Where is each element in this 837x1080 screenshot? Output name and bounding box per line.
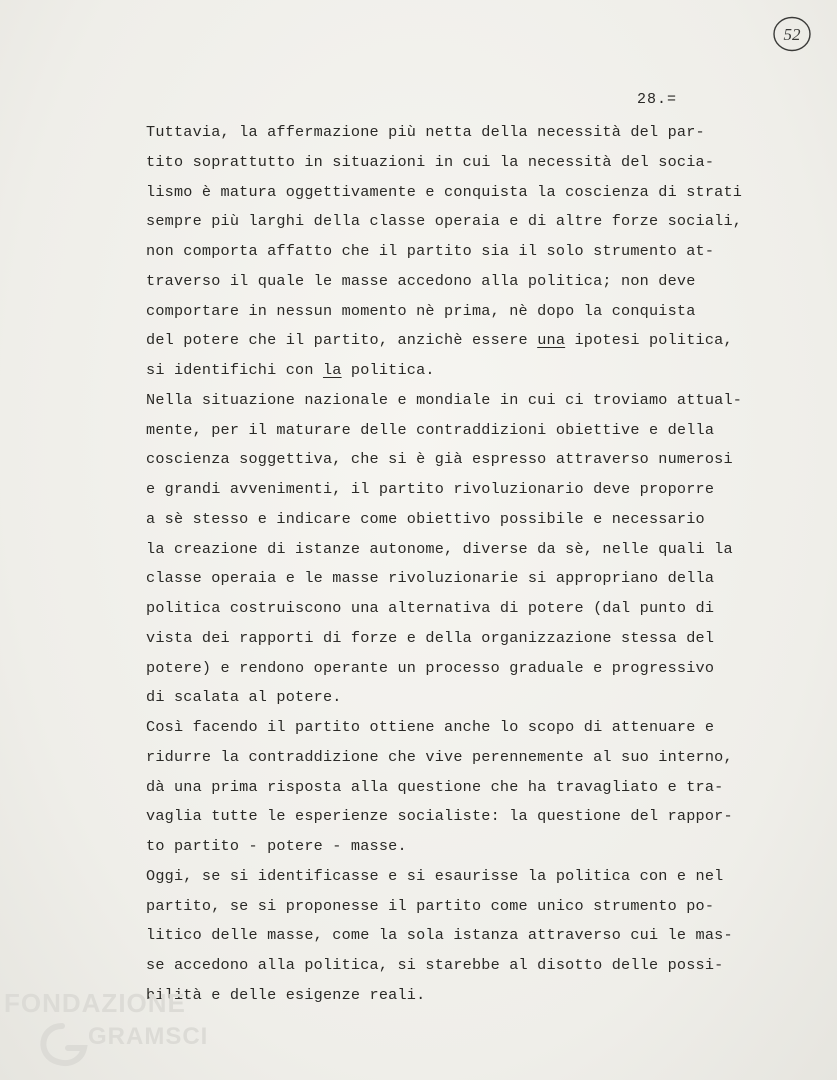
circled-number-icon bbox=[772, 14, 812, 54]
text-line: bilità e delle esigenze reali. bbox=[146, 985, 426, 1004]
text-line: coscienza soggettiva, che si è già espresso attraverso numerosi bbox=[146, 450, 733, 469]
watermark-line1: FONDAZIONE bbox=[4, 988, 186, 1018]
text-line: to partito - potere - masse. bbox=[146, 837, 407, 855]
text-line: dà una prima risposta alla questione che ha travagliato e tra- bbox=[146, 777, 724, 796]
text-line: sempre più larghi della classe operaia e di altre forze sociali, bbox=[146, 212, 743, 231]
text-line: a sè stesso e indicare come obiettivo possibile e necessario bbox=[146, 509, 705, 528]
fondazione-gramsci-watermark bbox=[0, 982, 230, 1080]
text-line: politica costruiscono una alternativa di potere (dal punto di bbox=[146, 599, 715, 617]
text-line: Così facendo il partito ottiene anche lo scopo di attenuare e bbox=[146, 718, 715, 736]
text-line: e grandi avvenimenti, il partito rivoluzionario deve proporre bbox=[146, 480, 715, 498]
watermark-swirl bbox=[43, 1026, 84, 1063]
text-line: vista dei rapporti di forze e della organizzazione stessa del bbox=[146, 628, 715, 647]
text-line: se accedono alla politica, si starebbe al disotto delle possi- bbox=[146, 956, 724, 974]
text-line-underlined: si identifichi con la politica. bbox=[146, 361, 435, 379]
page-number: 28.= bbox=[637, 91, 678, 108]
text-line: potere) e rendono operante un processo graduale e progressivo bbox=[146, 658, 715, 677]
text-line: tito soprattutto in situazioni in cui la necessità del socia- bbox=[146, 152, 715, 171]
text-line: mente, per il maturare delle contraddizioni obiettive e della bbox=[146, 420, 715, 439]
typewritten-text bbox=[146, 118, 786, 1011]
archive-number-stamp bbox=[772, 14, 812, 54]
text-line: non comporta affatto che il partito sia il solo strumento at- bbox=[146, 242, 715, 260]
text-line: la creazione di istanze autonome, diverse da sè, nelle quali la bbox=[146, 539, 733, 558]
watermark-line2: GRAMSCI bbox=[88, 1023, 209, 1050]
text-line: di scalata al potere. bbox=[146, 688, 342, 707]
text-line: Nella situazione nazionale e mondiale in cui ci troviamo attual- bbox=[146, 390, 743, 409]
text-line: classe operaia e le masse rivoluzionarie si appropriano della bbox=[146, 569, 715, 588]
text-line: lismo è matura oggettivamente e conquista la coscienza di strati bbox=[146, 182, 743, 201]
watermark-logo-icon bbox=[0, 982, 230, 1080]
text-line: litico delle masse, come la sola istanza attraverso cui le mas- bbox=[146, 926, 733, 945]
underlined-word: la bbox=[322, 361, 342, 379]
text-line: ridurre la contraddizione che vive perennemente al suo interno, bbox=[146, 747, 733, 766]
underlined-word: una bbox=[537, 331, 566, 350]
text-line: Tuttavia, la affermazione più netta della necessità del par- bbox=[146, 123, 705, 141]
text-line: partito, se si proponesse il partito come unico strumento po- bbox=[146, 896, 715, 915]
archive-number: 52 bbox=[783, 25, 801, 44]
text-line: Oggi, se si identificasse e si esaurisse la politica con e nel bbox=[146, 866, 724, 885]
text-line: traverso il quale le masse accedono alla politica; non deve bbox=[146, 271, 696, 290]
text-line: vaglia tutte le esperienze socialiste: la questione del rappor- bbox=[146, 807, 733, 826]
text-line-underlined: del potere che il partito, anzichè essere una ipotesi politica, bbox=[146, 331, 733, 350]
text-line: comportare in nessun momento nè prima, nè dopo la conquista bbox=[146, 301, 696, 320]
